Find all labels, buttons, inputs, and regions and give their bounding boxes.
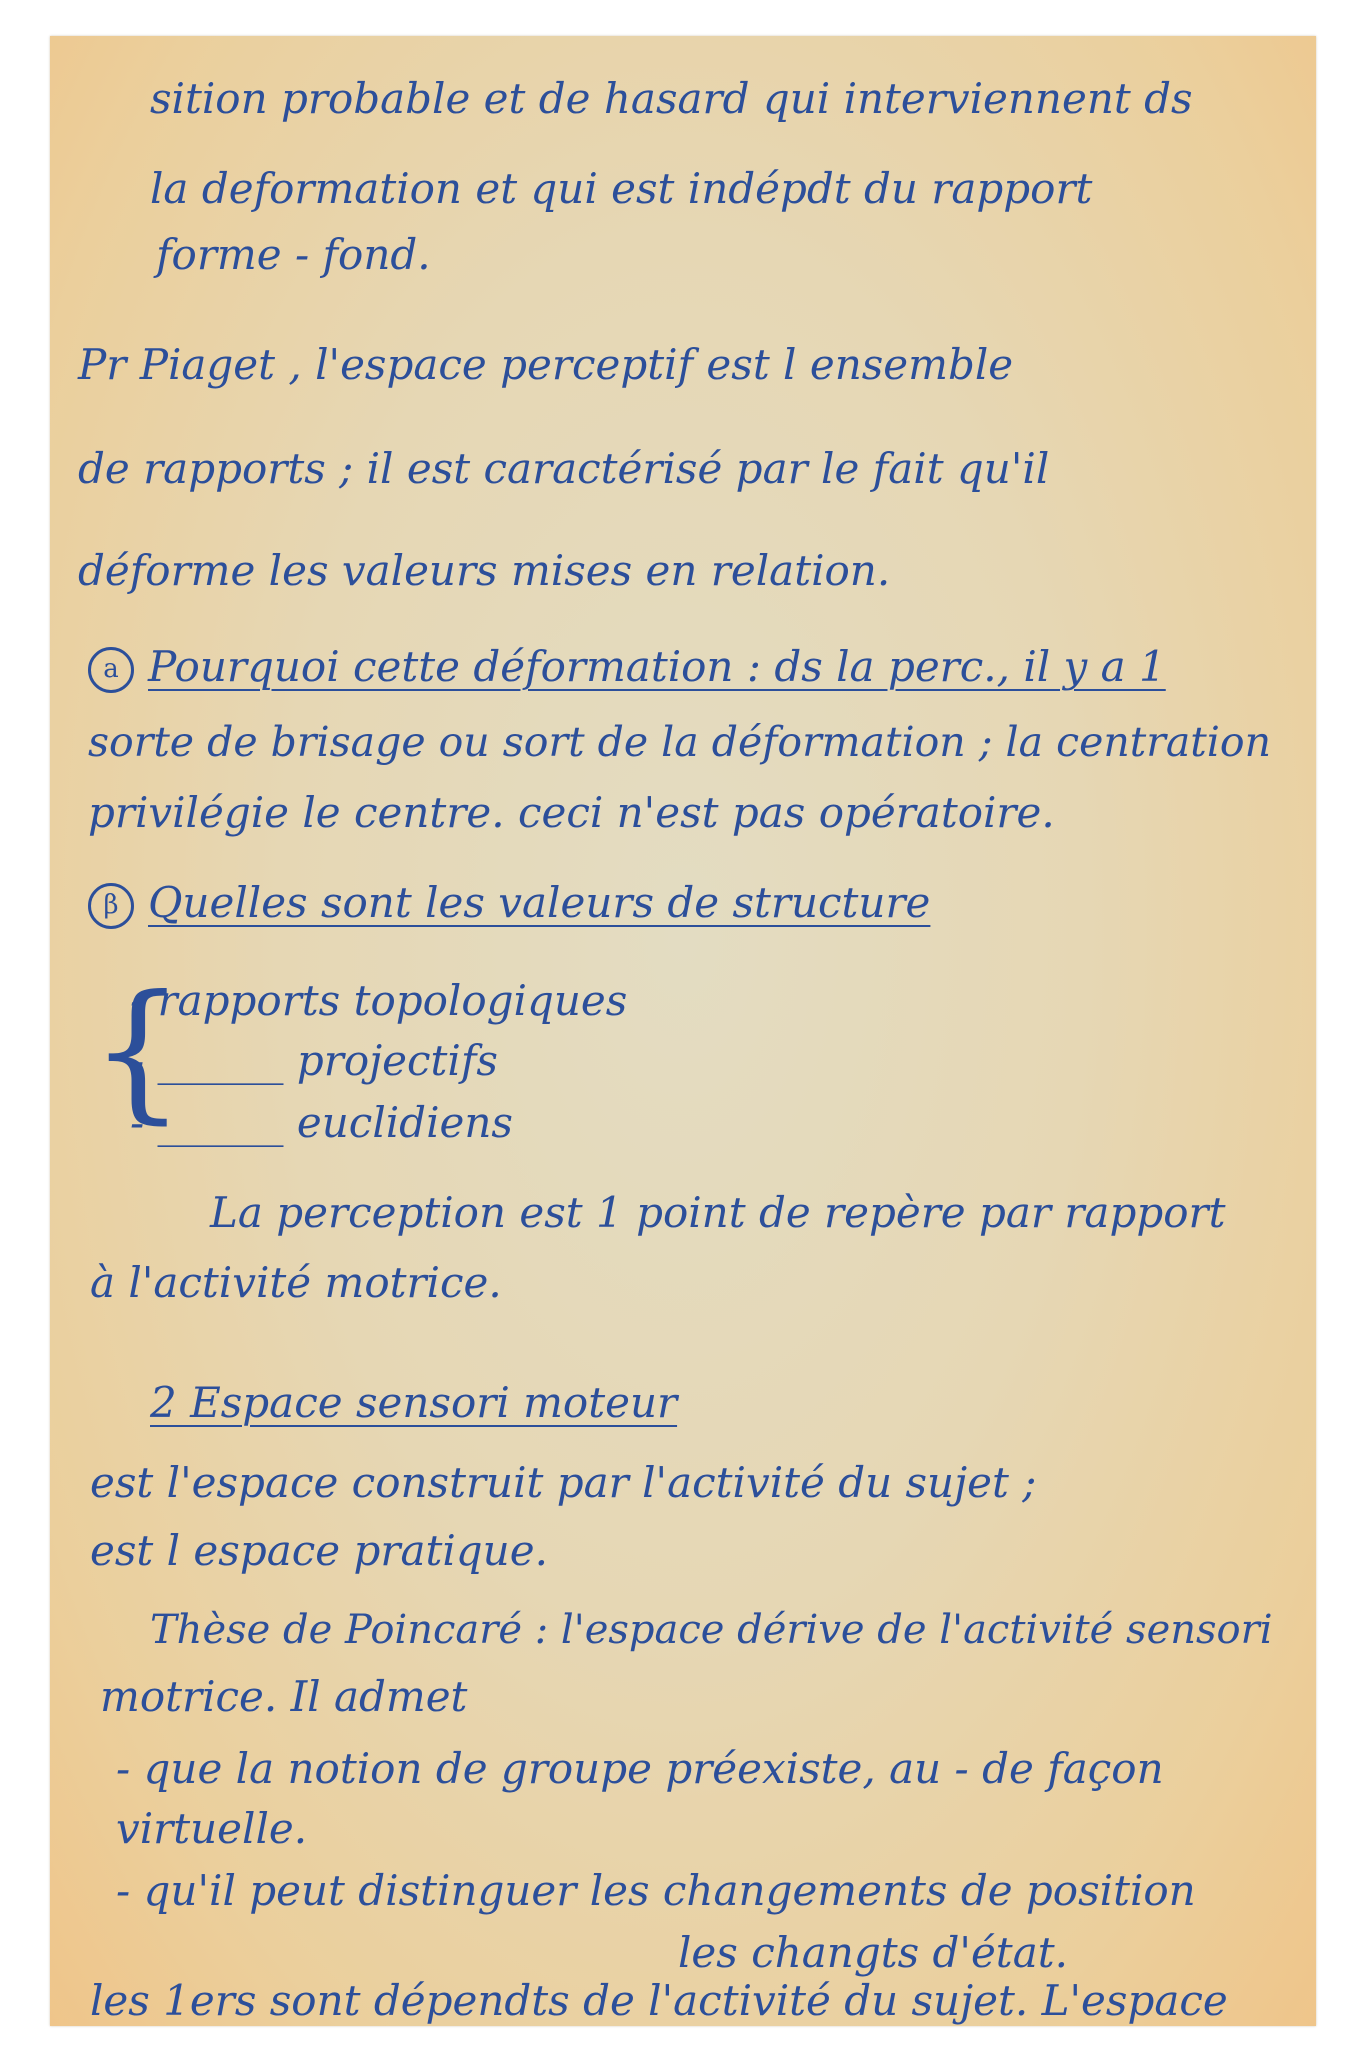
list-item: - rapports topologiques (130, 976, 628, 1025)
question-b (88, 878, 931, 929)
manuscript-page (50, 36, 1316, 2026)
text-line: Thèse de Poincaré : l'espace dérive de l'activité sensori (150, 1607, 1273, 1653)
text-line: est l espace pratique. (90, 1526, 548, 1575)
left-brace: { (90, 964, 186, 1138)
text-line: sition probable et de hasard qui interviennent ds (150, 74, 1193, 123)
question-a-text: Pourquoi cette déformation : ds la perc., il y a 1 (148, 642, 1166, 691)
text-line: déforme les valeurs mises en relation. (78, 546, 891, 595)
section-heading-espace: 2 Espace sensori moteur (150, 1378, 678, 1427)
text-line: à l'activité motrice. (90, 1258, 502, 1307)
text-line: de rapports ; il est caractérisé par le fait qu'il (78, 444, 1050, 493)
text-line: - que la notion de groupe préexiste, au - de façon (116, 1744, 1164, 1793)
question-a (88, 642, 1166, 693)
text-line: La perception est 1 point de repère par rapport (210, 1188, 1226, 1237)
list-item: - ______ euclidiens (130, 1098, 513, 1147)
text-line: la deformation et qui est indépdt du rapport (150, 164, 1093, 213)
text-line: les 1ers sont dépendts de l'activité du sujet. L'espace (90, 1976, 1228, 2025)
text-line: est l'espace construit par l'activité du sujet ; (90, 1458, 1037, 1507)
list-item: - ______ projectifs (130, 1036, 498, 1085)
text-line: les changts d'état. (678, 1928, 1068, 1977)
circled-a-marker: a (88, 647, 134, 693)
text-line: - qu'il peut distinguer les changements de position (116, 1866, 1196, 1915)
text-line: forme - fond. (156, 230, 431, 279)
text-line: virtuelle. (116, 1804, 308, 1853)
circled-b-marker: β (88, 883, 134, 929)
text-line: sorte de brisage ou sort de la déformation ; la centration (88, 718, 1271, 766)
text-line: motrice. Il admet (100, 1672, 468, 1721)
section-heading-piaget: Pr Piaget , l'espace perceptif est l ensemble (78, 340, 1014, 389)
text-line: privilégie le centre. ceci n'est pas opératoire. (88, 788, 1055, 837)
question-b-text: Quelles sont les valeurs de structure (148, 878, 931, 927)
